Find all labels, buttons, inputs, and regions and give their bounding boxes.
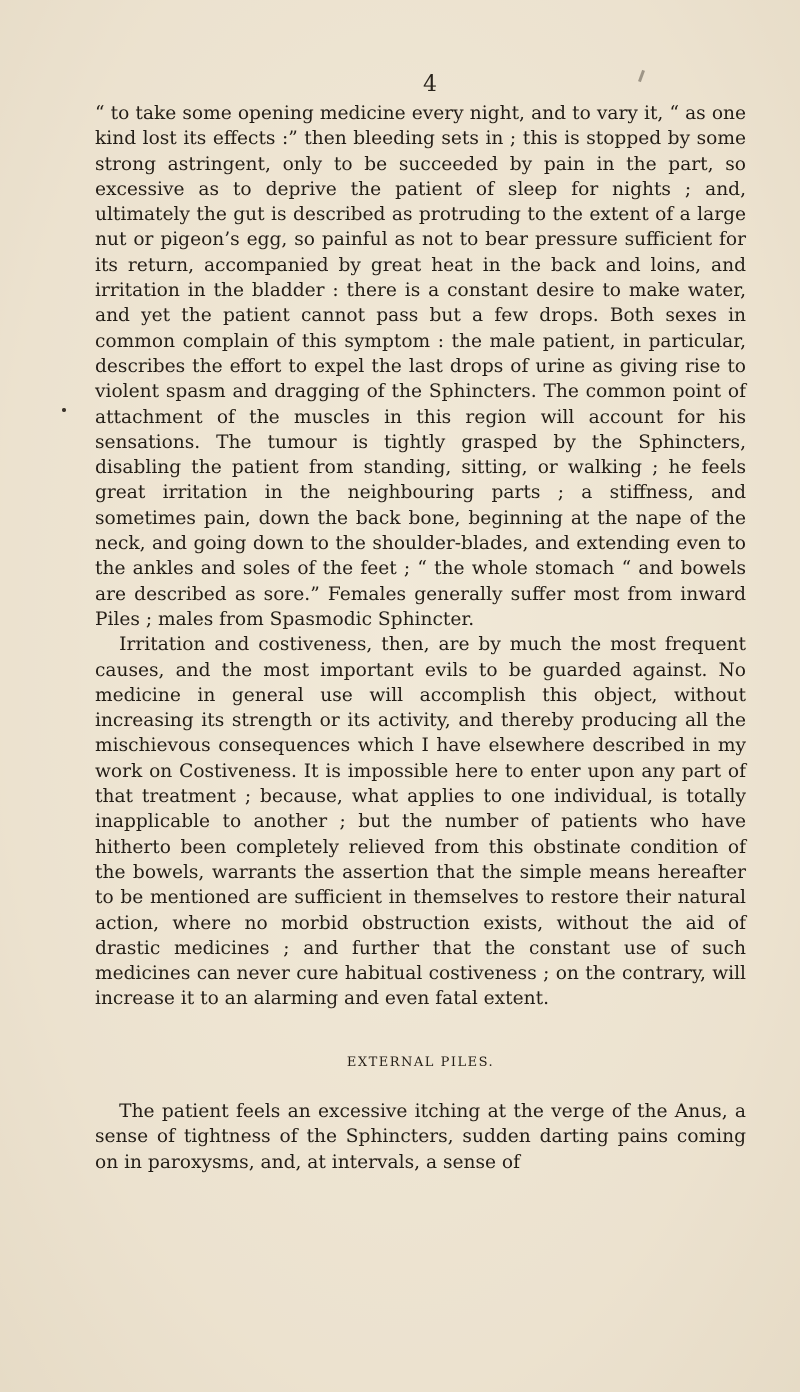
paragraph-continued: “ to take some opening medicine every night, and to vary it, “ as one kind lost its effects :” then bleeding sets in ; this is stopped by some strong astringent, only to be succeeded by pain in the part, so excessive as to deprive the patient of sleep for nights ; and, ultimately the gut is described as protruding to the extent of a large nut or pigeon’s egg, so painful as not to bear pressure sufficient for its return, accompanied by great heat in the back and loins, and irritation in the bladder : there is a constant desire to make water, and yet the patient cannot pass but a few drops. Both sexes in common complain of this symptom : the male patient, in particular, describes the effort to expel the last drops of urine as giving rise to violent spasm and dragging of the Sphincters. The common point of attachment of the muscles in this region will account for his sensations. The tumour is tightly grasped by the Sphincters, disabling the patient from standing, sitting, or walking ; he feels great irritation in the neighbouring parts ; a stiffness, and sometimes pain, down the back bone, beginning at the nape of the neck, and going down to the shoulder-blades, and extending even to the ankles and soles of the feet ; “ the whole stomach “ and bowels are described as sore.” Females generally suffer most from inward Piles ; males from Spasmodic Sphincter. (95, 103, 746, 630)
section-heading: EXTERNAL PILES. (346, 1054, 495, 1070)
paragraph-irritation: Irritation and costiveness, then, are by much the most frequent causes, and the most important evils to be guarded against. No medicine in general use will accomplish this object, without increasing its strength or its activity, and thereby producing all the mischievous consequences which I have elsewhere described in my work on Costiveness. It is impossible here to enter upon any part of that treatment ; because, what applies to one individual, is totally inapplicable to another ; but the number of patients who have hitherto been completely relieved from this obstinate condition of the bowels, warrants the assertion that the simple means hereafter to be mentioned are sufficient in themselves to restore their natural action, where no morbid obstruction exists, without the aid of drastic medicines ; and further that the constant use of such medicines can never cure habitual costiveness ; on the contrary, will increase it to an alarming and even fatal extent. (95, 634, 746, 1010)
body-text (95, 101, 746, 1175)
paragraph-external-piles: The patient feels an excessive itching at the verge of the Anus, a sense of tightness of the Sphincters, sudden darting pains coming on in paroxysms, and, at intervals, a sense of (95, 1100, 746, 1173)
margin-ink-dot (62, 408, 66, 412)
stray-ink-mark (638, 70, 645, 82)
page-number: 4 (423, 72, 437, 97)
